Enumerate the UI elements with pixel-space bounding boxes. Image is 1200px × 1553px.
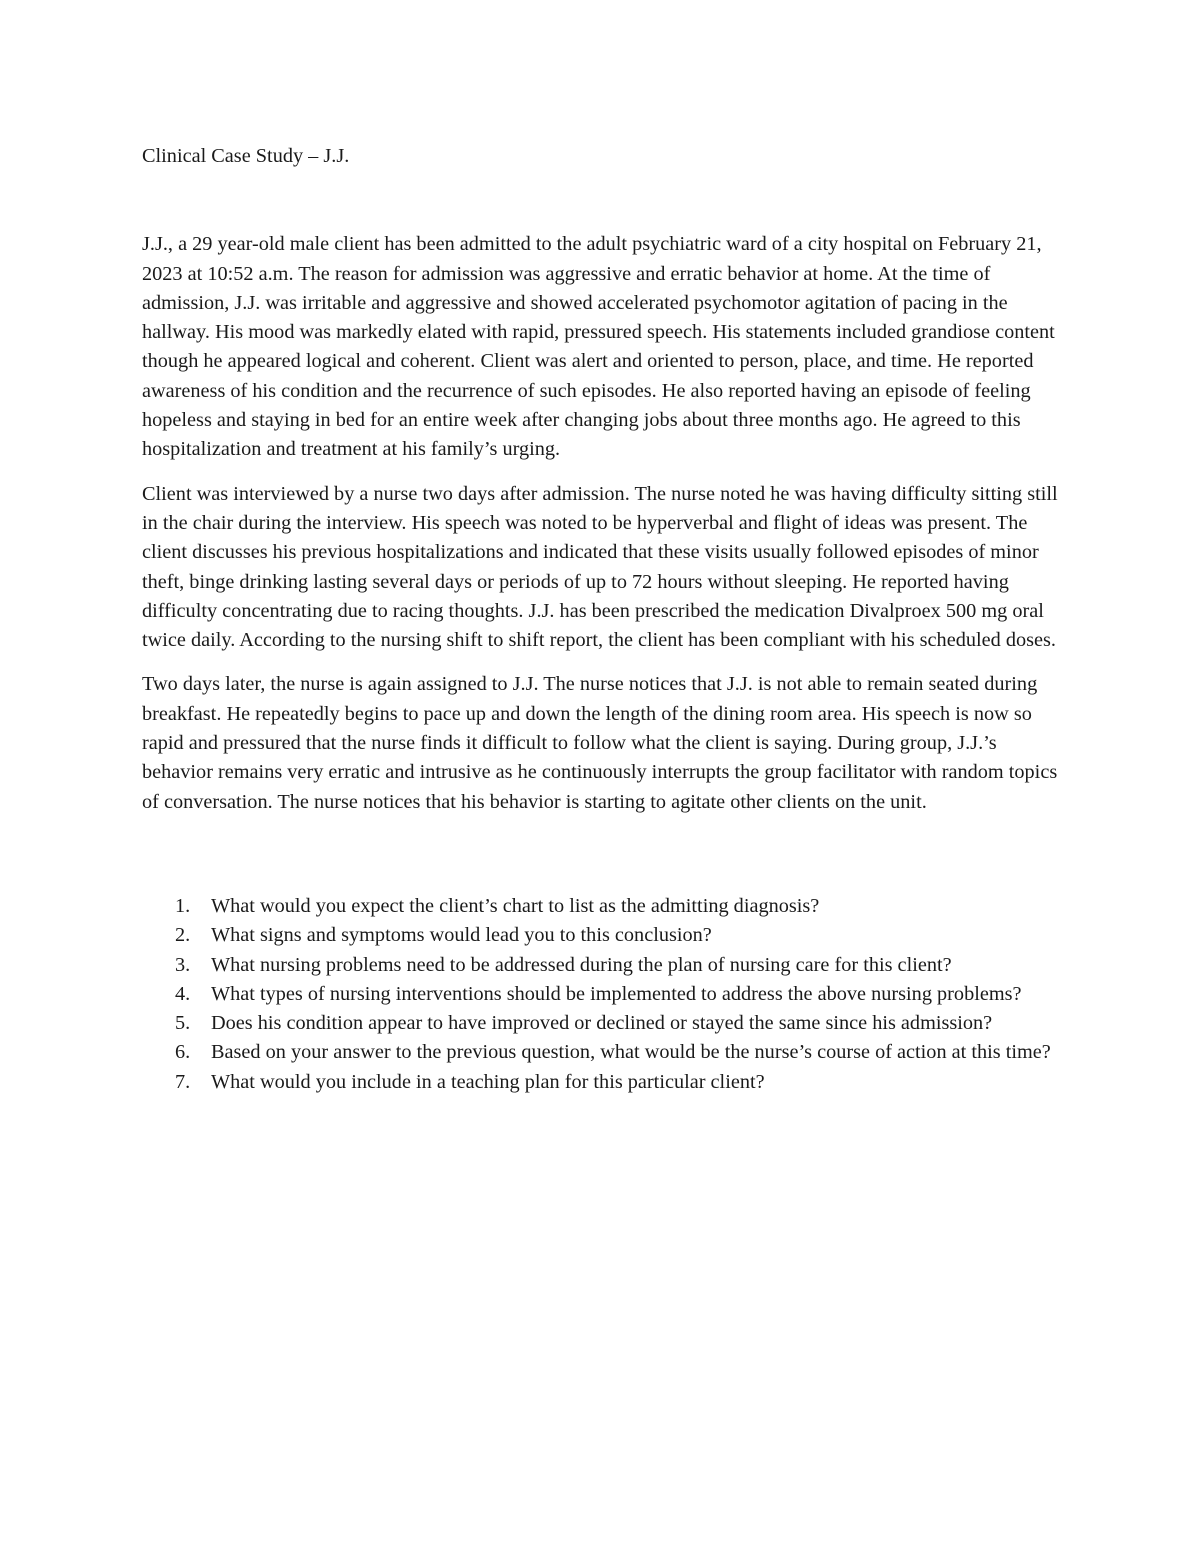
question-number: 3. <box>175 953 191 976</box>
case-paragraph-follow-up: Two days later, the nurse is again assigned to J.J. The nurse notices that J.J. is not able to remain seated during breakfast. He repeatedly begins to pace up and down the length of the dining room area. His speech is now so rapid and pressured that the nurse finds it difficult to follow what the client is saying. During group, J.J.’s behavior remains very erratic and intrusive as he continuously interrupts the group facilitator with random topics of conversation. The nurse notices that his behavior is starting to agitate other clients on the unit. <box>142 673 1058 813</box>
question-text: Does his condition appear to have improved or declined or stayed the same since his admission? <box>211 1012 993 1035</box>
question-item <box>142 921 1072 950</box>
question-number: 4. <box>175 982 191 1005</box>
question-number: 5. <box>175 1012 191 1035</box>
question-list <box>142 892 1072 1097</box>
question-text: What would you include in a teaching plan for this particular client? <box>211 1070 765 1093</box>
question-text: What types of nursing interventions should be implemented to address the above nursing problems? <box>211 982 1022 1005</box>
question-item <box>142 892 1072 921</box>
question-item <box>142 1038 1072 1067</box>
question-item <box>142 951 1072 980</box>
question-number: 6. <box>175 1041 191 1064</box>
question-number: 2. <box>175 924 191 947</box>
question-text: Based on your answer to the previous question, what would be the nurse’s course of action at this time? <box>211 1041 1051 1064</box>
question-item <box>142 980 1072 1009</box>
document-title: Clinical Case Study – J.J. <box>142 145 350 167</box>
question-item <box>142 1009 1072 1038</box>
question-text: What nursing problems need to be addressed during the plan of nursing care for this client? <box>211 953 952 976</box>
question-text: What would you expect the client’s chart to list as the admitting diagnosis? <box>211 894 820 917</box>
document-body <box>142 142 1072 1097</box>
question-number: 7. <box>175 1070 191 1093</box>
case-paragraph-admission: J.J., a 29 year-old male client has been admitted to the adult psychiatric ward of a city hospital on February 21, 2023 at 10:52 a.m. The reason for admission was aggressive and erratic behavior at home. At the time of admission, J.J. was irritable and aggressive and showed accelerated psychomotor agitation of pacing in the hallway. His mood was markedly elated with rapid, pressured speech. His statements included grandiose content though he appeared logical and coherent. Client was alert and oriented to person, place, and time. He reported awareness of his condition and the recurrence of such episodes. He also reported having an episode of feeling hopeless and staying in bed for an entire week after changing jobs about three months ago. He agreed to this hospitalization and treatment at his family’s urging. <box>142 233 1055 461</box>
question-item <box>142 1068 1072 1097</box>
question-text: What signs and symptoms would lead you to this conclusion? <box>211 924 712 947</box>
question-number: 1. <box>175 894 191 917</box>
case-paragraph-interview: Client was interviewed by a nurse two days after admission. The nurse noted he was having difficulty sitting still in the chair during the interview. His speech was noted to be hyperverbal and flight of ideas was present. The client discusses his previous hospitalizations and indicated that these visits usually followed episodes of minor theft, binge drinking lasting several days or periods of up to 72 hours without sleeping. He reported having difficulty concentrating due to racing thoughts. J.J. has been prescribed the medication Divalproex 500 mg oral twice daily. According to the nursing shift to shift report, the client has been compliant with his scheduled doses. <box>142 482 1058 652</box>
